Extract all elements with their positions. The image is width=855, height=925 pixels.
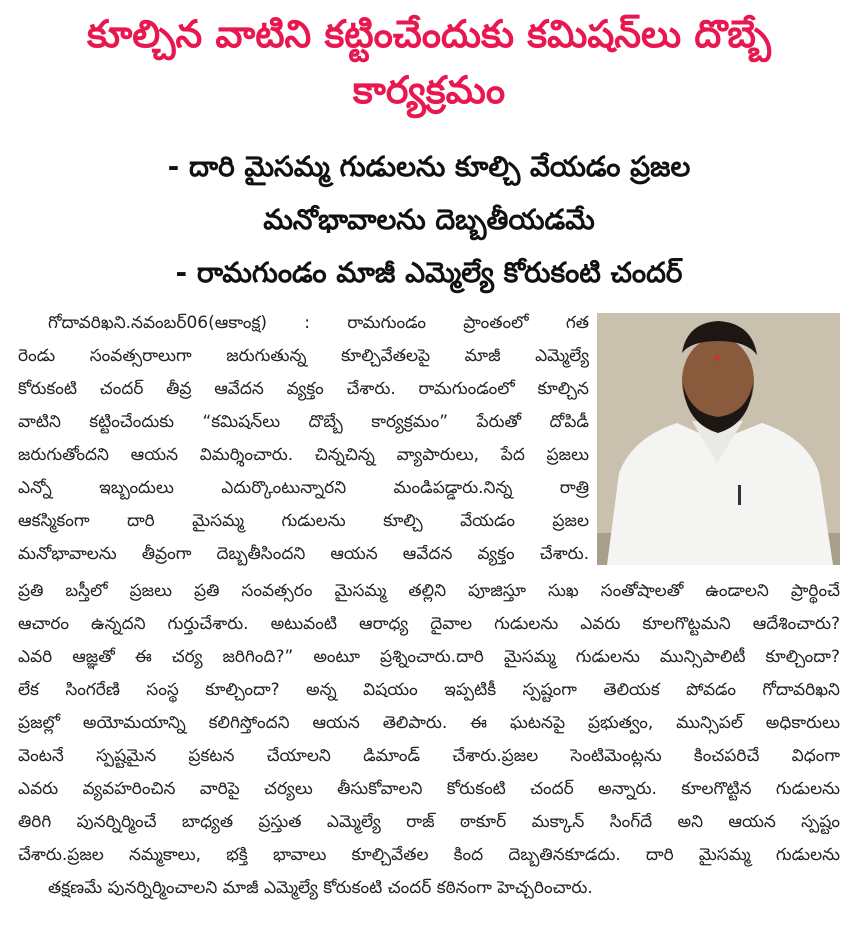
body-line: వాటిని కట్టించేందుకు “కమిషన్‌లు దొబ్బే కార్యక్రమం” పేరుతో దోపిడీ [18,412,589,432]
body-line: చేశారు.ప్రజల నమ్మకాలు, భక్తి భావాలు కూల్చివేతల కింద దెబ్బతినకూడదు. దారి మైసమ్మ గుడులను [18,845,840,865]
body-line: ఆకస్మికంగా దారి మైసమ్మ గుడులను కూల్చి వేయడం ప్రజల [18,511,589,531]
body-line: ప్రజల్లో అయోమయాన్ని కలిగిస్తోందని ఆయన తెలిపారు. ఈ ఘటనపై ప్రభుత్వం, మున్సిపల్ అధికారులు [18,713,840,733]
portrait-photo [597,313,840,565]
body-line: ప్రతి బస్తీలో ప్రజలు ప్రతి సంవత్సరం మైసమ్మ తల్లిని పూజిస్తూ సుఖ సంతోషాలతో ఉండాలని ప్రార్థించే [18,581,840,601]
article-top [18,307,840,571]
body-line: మనోభావాలను తీవ్రంగా దెబ్బతీసిందని ఆయన ఆవేదన వ్యక్తం చేశారు. [18,544,589,564]
subheadline-2: మనోభావాలను దెబ్బతీయడమే [263,203,595,236]
body-line: గోదావరిఖని.నవంబర్06(ఆకాంక్ష) : రామగుండం ప్రాంతంలో గత [48,313,589,333]
body-line: లేక సింగరేణి సంస్థ కూల్చిందా? అన్న విషయం ఇప్పటికీ స్పష్టంగా తెలియక పోవడం గోదావరిఖని [18,680,840,700]
subheadline-1: - దారి మైసమ్మ గుడులను కూల్చి వేయడం ప్రజల [167,150,691,183]
body-line: ఎవరి ఆజ్ఞతో ఈ చర్య జరిగింది?” అంటూ ప్రశ్నించారు.దారి మైసమ్మ గుడులను మున్సిపాలిటీ కూల్చిందా? [18,647,840,667]
body-line: తిరిగి పునర్నిర్మించే బాధ్యత ప్రస్తుత ఎమ్మెల్యే రాజ్ ఠాకూర్ మక్కాన్ సింగ్‌దే అని ఆయన స్పష్టం [18,812,840,832]
article-left-column [18,307,589,571]
body-line: వెంటనే స్పష్టమైన ప్రకటన చేయాలని డిమాండ్ చేశారు.ప్రజల సెంటిమెంట్లను కించపరిచే విధంగా [18,746,840,766]
article-body [18,307,840,905]
article-full-width [18,575,840,905]
body-line: కోరుకంటి చందర్ తీవ్ర ఆవేదన వ్యక్తం చేశారు. రామగుండంలో కూల్చిన [18,379,589,399]
body-line: ఆచారం ఉన్నదని గుర్తుచేశారు. అటువంటి ఆరాధ్య దైవాల గుడులను ఎవరు కూలగొట్టమని ఆదేశించారు? [18,614,840,634]
body-line: తక్షణమే పునర్నిర్మించాలని మాజీ ఎమ్మెల్యే కోరుకంటి చందర్ కఠినంగా హెచ్చరించారు. [48,878,593,898]
body-line: రెండు సంవత్సరాలుగా జరుగుతున్న కూల్చివేతలపై మాజీ ఎమ్మెల్యే [18,346,589,366]
subheadline-3: - రామగుండం మాజీ ఎమ్మెల్యే కోరుకంటి చందర్ [175,256,683,289]
body-line: ఎన్నో ఇబ్బందులు ఎదుర్కొంటున్నారని మండిపడ్డారు.నిన్న రాత్రి [18,478,589,498]
headline: కూల్చిన వాటిని కట్టించేందుకు కమిషన్‌లు దొబ్బే కార్యక్రమం [86,12,772,112]
body-line: ఎవరు వ్యవహరించిన వారిపై చర్యలు తీసుకోవాలని కోరుకంటి చందర్ అన్నారు. కూలగొట్టిన గుడులను [18,779,840,799]
body-line: జరుగుతోందని ఆయన విమర్శించారు. చిన్నచిన్న వ్యాపారులు, పేద ప్రజలు [18,445,589,465]
